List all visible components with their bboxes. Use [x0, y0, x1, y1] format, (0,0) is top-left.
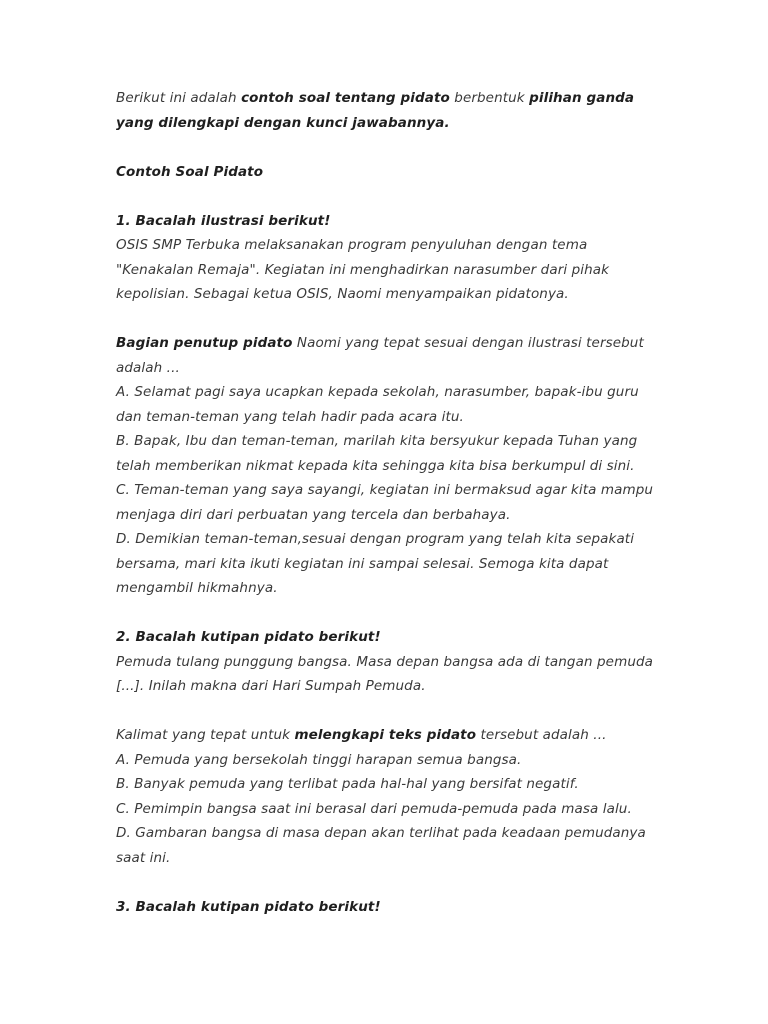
- q1-option-c-cont: menjaga diri dari perbuatan yang tercela dan berbahaya.: [116, 506, 511, 523]
- q2-option-b: B. Banyak pemuda yang terlibat pada hal-hal yang bersifat negatif.: [116, 776, 579, 792]
- q2-option-d: D. Gambaran bangsa di masa depan akan terlihat pada keadaan pemudanya: [116, 825, 646, 841]
- q2-prompt-end: tersebut adalah ...: [476, 727, 607, 743]
- q1-prompt-bold: Bagian penutup pidato: [116, 335, 293, 351]
- q1-heading: [116, 209, 668, 234]
- q2-passage-line: Pemuda tulang punggung bangsa. Masa depan bangsa ada di tangan pemuda: [116, 653, 654, 670]
- q1-option-d-cont: bersama, mari kita ikuti kegiatan ini sampai selesai. Semoga kita dapat: [116, 555, 609, 572]
- intro-paragraph: [116, 86, 668, 135]
- intro-bold-pilihan-ganda: pilihan ganda yang dilengkapi dengan kunci jawabannya.: [116, 90, 635, 131]
- q1-prompt-line2: adalah ...: [116, 359, 180, 376]
- q2-passage-line: [...]. Inilah makna dari Hari Sumpah Pemuda.: [116, 678, 426, 694]
- q1-option-d-cont: mengambil hikmahnya.: [116, 580, 278, 596]
- q1-heading-text: . Bacalah ilustrasi berikut!: [125, 212, 331, 229]
- section-title: Contoh Soal Pidato: [116, 163, 264, 180]
- q2-prompt-start: Kalimat yang tepat untuk: [116, 727, 295, 743]
- q3-heading: 3. Bacalah kutipan pidato berikut!: [116, 898, 381, 915]
- intro-text-2: berbentuk: [449, 90, 530, 106]
- q1-prompt-rest: Naomi yang tepat sesuai dengan ilustrasi tersebut: [292, 335, 644, 351]
- q1-number: 1: [116, 212, 126, 229]
- q2-option-a: A. Pemuda yang bersekolah tinggi harapan semua bangsa.: [116, 751, 522, 768]
- q1-option-a-cont: dan teman-teman yang telah hadir pada acara itu.: [116, 408, 464, 425]
- q1-option-d: D. Demikian teman-teman,sesuai dengan program yang telah kita sepakati: [116, 531, 635, 547]
- q2-prompt-bold: melengkapi teks pidato: [294, 727, 477, 743]
- q2-prompt: [116, 723, 668, 748]
- q1-option-c: C. Teman-teman yang saya sayangi, kegiatan ini bermaksud agar kita mampu: [116, 482, 654, 498]
- q1-passage-line: OSIS SMP Terbuka melaksanakan program penyuluhan dengan tema: [116, 237, 588, 253]
- q1-option-b: B. Bapak, Ibu dan teman-teman, marilah kita bersyukur kepada Tuhan yang: [116, 433, 638, 449]
- q1-passage-line: "Kenakalan Remaja". Kegiatan ini menghadirkan narasumber dari pihak: [116, 261, 610, 278]
- intro-link-contoh-soal[interactable]: contoh soal tentang pidato: [241, 90, 450, 106]
- q1-passage-line: kepolisian. Sebagai ketua OSIS, Naomi menyampaikan pidatonya.: [116, 286, 569, 302]
- q1-option-b-cont: telah memberikan nikmat kepada kita sehingga kita bisa berkumpul di sini.: [116, 457, 635, 474]
- q2-option-d-cont: saat ini.: [116, 849, 171, 866]
- intro-text-1: Berikut ini adalah: [116, 90, 242, 106]
- q2-heading: 2. Bacalah kutipan pidato berikut!: [116, 629, 381, 645]
- q1-prompt: [116, 331, 668, 356]
- q2-option-c: C. Pemimpin bangsa saat ini berasal dari pemuda-pemuda pada masa lalu.: [116, 800, 632, 817]
- q1-option-a: A. Selamat pagi saya ucapkan kepada sekolah, narasumber, bapak-ibu guru: [116, 384, 639, 400]
